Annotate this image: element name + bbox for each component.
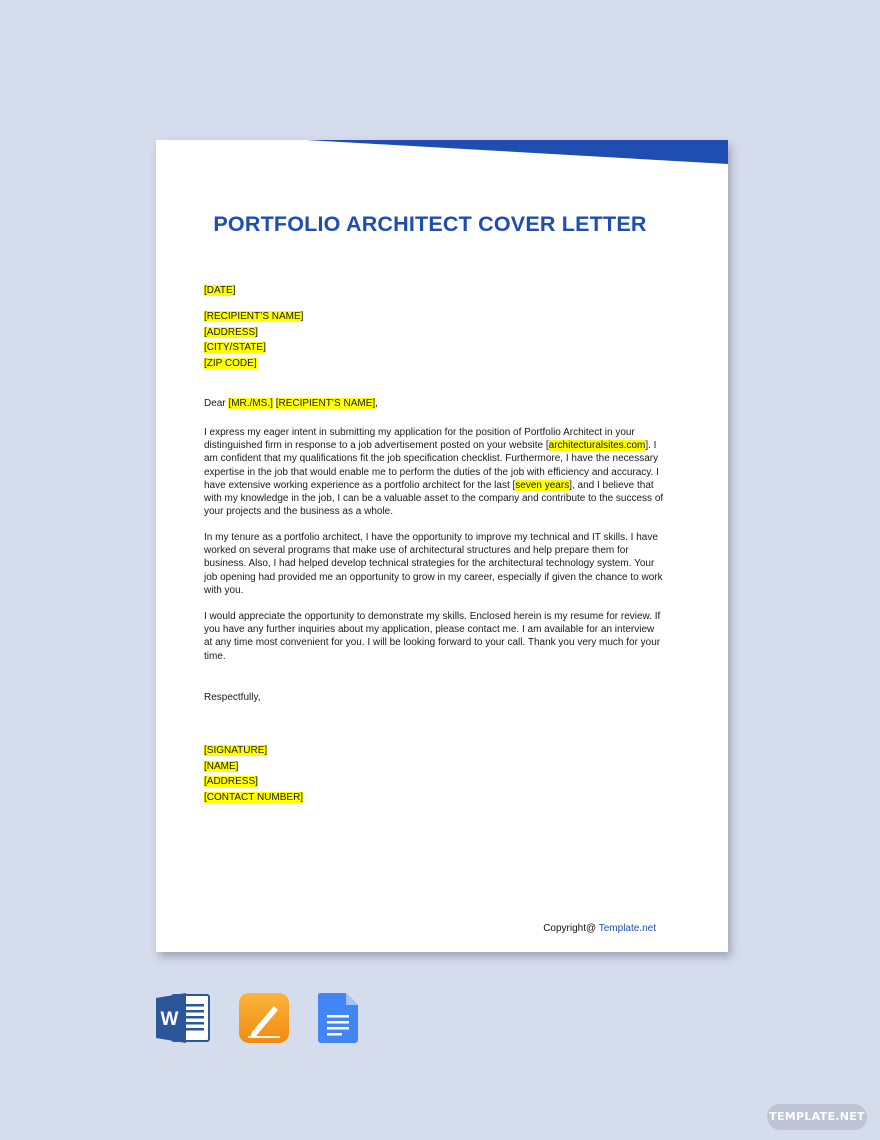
salutation-title-placeholder: [MR./MS.] [228,398,273,409]
salutation-prefix: Dear [204,398,229,409]
paragraph-1-part-3: ], and I believe that with my knowledge in the job, I can be a valuable asset to the company and contribute to the success of your projects and the business as a whole. [204,479,664,518]
recipient-city-state-placeholder: [CITY/STATE] [204,342,266,354]
paragraph-1-part-2: ]. I am confident that my qualifications fit the job specification checklist. Furthermore, I have the necessary expertise in the job that would enable me to perform the duties of the job with efficiency and accuracy. I have extensive working experience as a portfolio architect for the last [ [204,440,659,491]
salutation [204,396,664,412]
sender-name-placeholder: [NAME] [204,760,239,772]
pages-icon[interactable] [238,992,290,1044]
body-paragraph-3 [204,610,664,663]
recipient-block [204,309,664,371]
word-icon-letter: W [160,1009,179,1030]
copyright-notice [543,923,656,934]
signature-placeholder: [SIGNATURE] [204,745,268,756]
paragraph-3-text: I would appreciate the opportunity to demonstrate my skills. Enclosed herein is my resume for review. If you have any further inquiries about my application, please contact me. I am available for an interview at any time most convenient for you. I will be looking forward to your call. Thank you very much for your time. [204,611,661,662]
salutation-name-placeholder: [RECIPIENT’S NAME] [275,398,376,409]
sender-block [204,743,664,805]
website-placeholder: architecturalsites.com [548,440,646,452]
paragraph-1-part-1: I express my eager intent in submitting my application for the position of Portfolio Architect in your distinguished firm in response to a job advertisement posted on your website [ [204,427,635,452]
date-block [204,283,664,299]
template-net-badge[interactable]: TEMPLATE.NET [767,1104,867,1130]
corner-accent-band [156,140,728,166]
sender-contact-placeholder: [CONTACT NUMBER] [204,791,304,803]
recipient-address-placeholder: [ADDRESS] [204,326,258,338]
years-placeholder: seven years [515,479,570,491]
copyright-site-link[interactable]: Template.net [598,923,656,934]
closing-text: Respectfully, [204,692,261,703]
document-title: PORTFOLIO ARCHITECT COVER LETTER [213,212,647,236]
sender-address-placeholder: [ADDRESS] [204,776,258,788]
word-icon[interactable] [156,992,210,1044]
recipient-name-placeholder: [RECIPIENT’S NAME] [204,311,304,322]
closing [204,690,664,706]
body-paragraph-2 [204,531,664,597]
paragraph-2-text: In my tenure as a portfolio architect, I have the opportunity to improve my technical and IT skills. I have worked on several programs that make use of architectural structures and help prepare them for business. Also, I had helped develop technical strategies for the architectural technology system. Your job opening had provided me an opportunity to grow in my career, especially if given the chance to work with you. [204,532,663,596]
date-placeholder: [DATE] [204,285,236,296]
letter-page [156,140,728,952]
salutation-suffix: , [375,398,378,409]
copyright-label: Copyright@ [543,923,599,934]
recipient-zip-placeholder: [ZIP CODE] [204,357,257,369]
google-docs-icon[interactable] [316,992,360,1044]
body-paragraph-1 [204,426,664,518]
